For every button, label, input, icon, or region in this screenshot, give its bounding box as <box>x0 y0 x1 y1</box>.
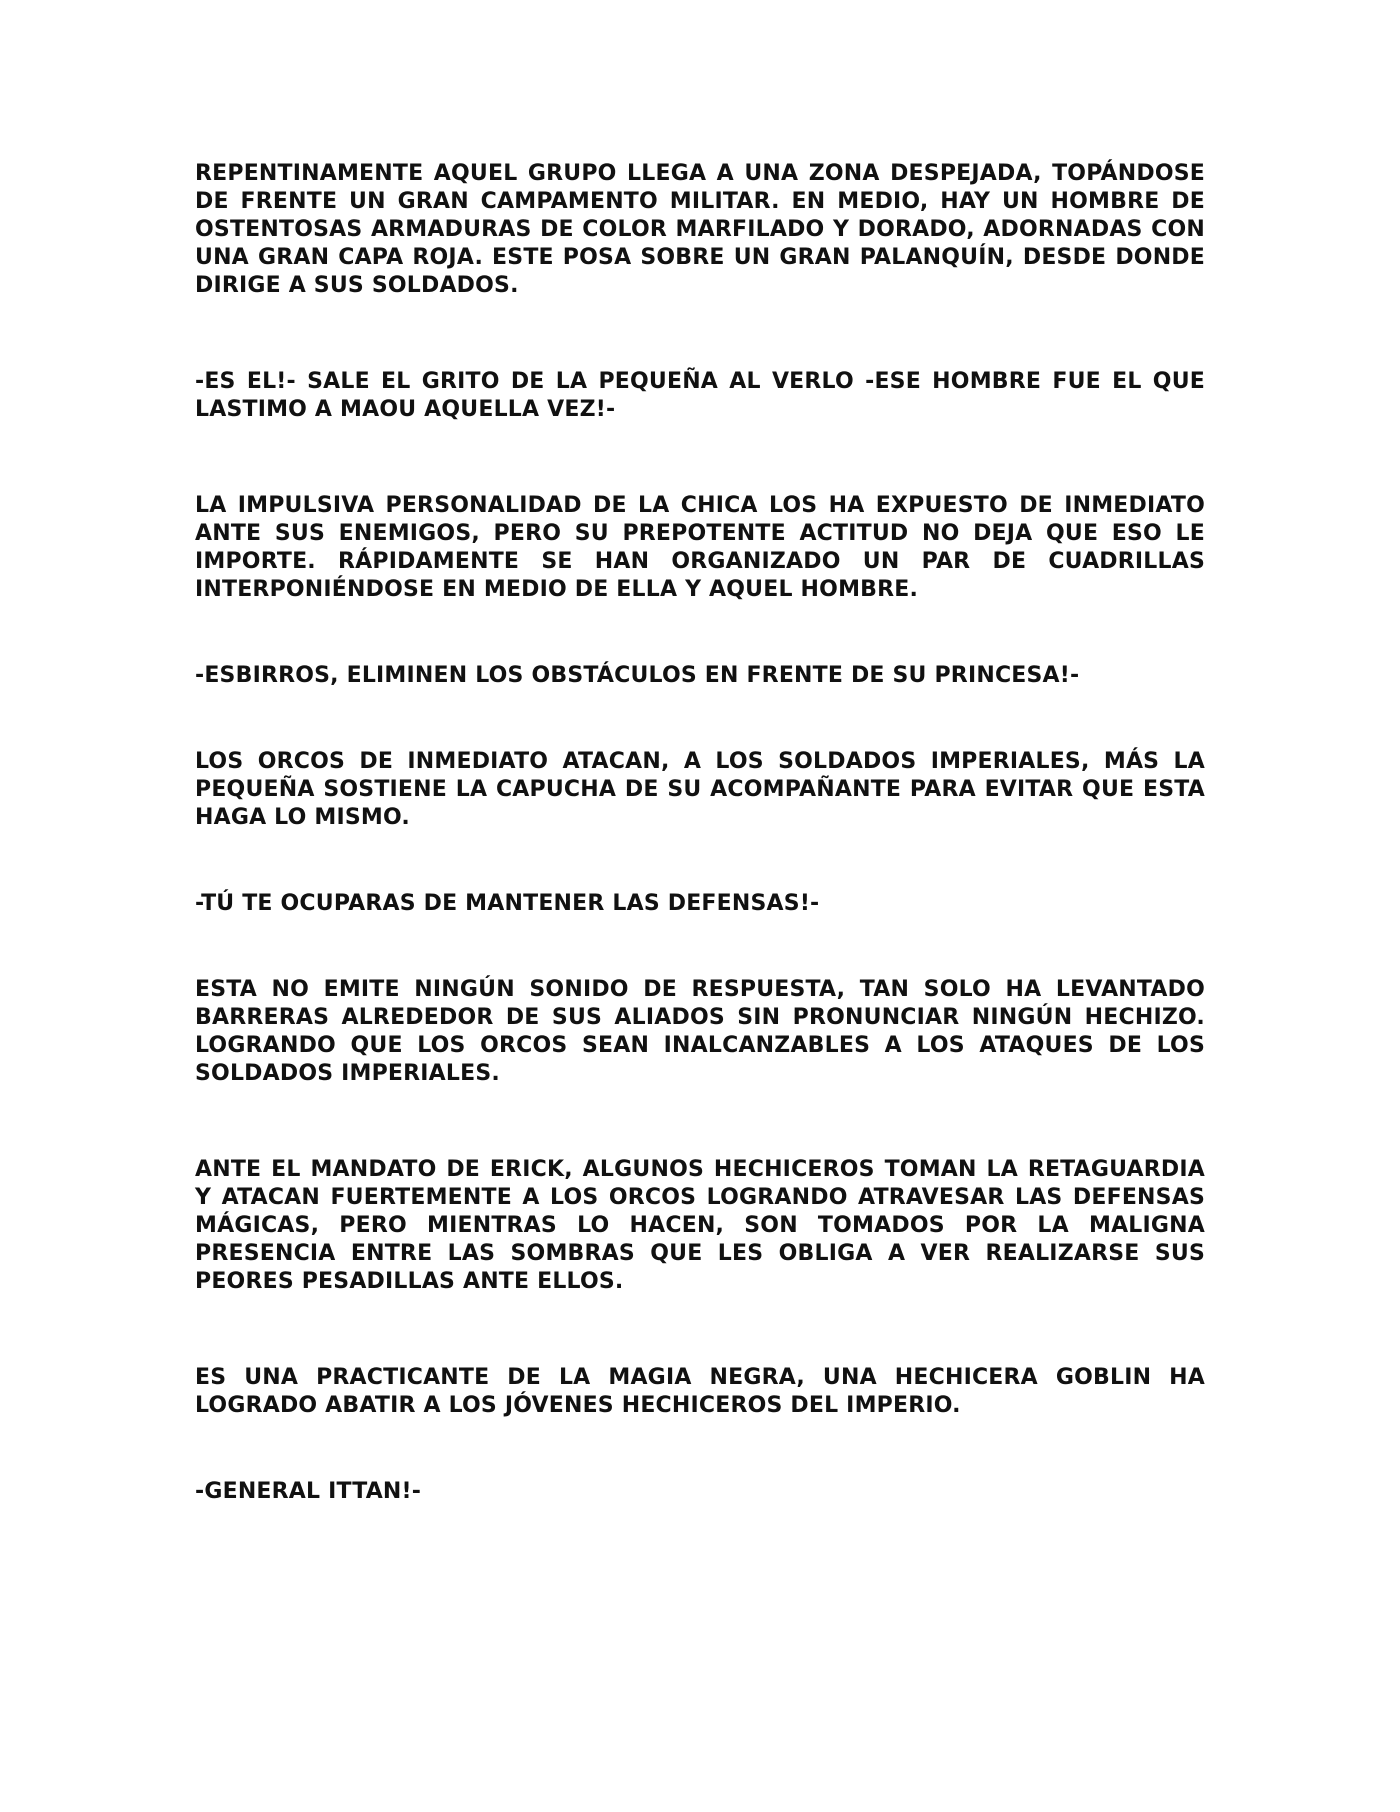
paragraph-barriers: ESTA NO EMITE NINGÚN SONIDO DE RESPUESTA, TAN SOLO HA LEVANTADO BARRERAS ALREDEDOR DE SUS ALIADOS SIN PRONUNCIAR NINGÚN HECHIZO. LOGRANDO QUE LOS ORCOS SEAN INALCANZABLES A LOS ATAQUES DE LOS SOLDADOS IMPERIALES. <box>195 977 1205 1086</box>
dialogue-shout: -ES EL!- SALE EL GRITO DE LA PEQUEÑA AL VERLO -ESE HOMBRE FUE EL QUE LASTIMO A MAOU AQUELLA VEZ!- <box>195 369 1205 422</box>
document-body <box>195 160 1205 1506</box>
dialogue-general: -GENERAL ITTAN!- <box>195 1479 422 1504</box>
paragraph-arrival: REPENTINAMENTE AQUEL GRUPO LLEGA A UNA ZONA DESPEJADA, TOPÁNDOSE DE FRENTE UN GRAN CAMPAMENTO MILITAR. EN MEDIO, HAY UN HOMBRE DE OSTENTOSAS ARMADURAS DE COLOR MARFILADO Y DORADO, ADORNADAS CON UNA GRAN CAPA ROJA. ESTE POSA SOBRE UN GRAN PALANQUÍN, DESDE DONDE DIRIGE A SUS SOLDADOS. <box>195 161 1205 298</box>
paragraph-sorcerers: ANTE EL MANDATO DE ERICK, ALGUNOS HECHICEROS TOMAN LA RETAGUARDIA Y ATACAN FUERTEMENTE A LOS ORCOS LOGRANDO ATRAVESAR LAS DEFENSAS MÁGICAS, PERO MIENTRAS LO HACEN, SON TOMADOS POR LA MALIGNA PRESENCIA ENTRE LAS SOMBRAS QUE LES OBLIGA A VER REALIZARSE SUS PEORES PESADILLAS ANTE ELLOS. <box>195 1157 1205 1294</box>
dialogue-defenses: -TÚ TE OCUPARAS DE MANTENER LAS DEFENSAS!- <box>195 891 820 916</box>
paragraph-exposure: LA IMPULSIVA PERSONALIDAD DE LA CHICA LOS HA EXPUESTO DE INMEDIATO ANTE SUS ENEMIGOS, PERO SU PREPOTENTE ACTITUD NO DEJA QUE ESO LE IMPORTE. RÁPIDAMENTE SE HAN ORGANIZADO UN PAR DE CUADRILLAS INTERPONIÉNDOSE EN MEDIO DE ELLA Y AQUEL HOMBRE. <box>195 493 1205 602</box>
dialogue-minions: -ESBIRROS, ELIMINEN LOS OBSTÁCULOS EN FRENTE DE SU PRINCESA!- <box>195 663 1080 688</box>
paragraph-goblin-witch: ES UNA PRACTICANTE DE LA MAGIA NEGRA, UNA HECHICERA GOBLIN HA LOGRADO ABATIR A LOS JÓVENES HECHICEROS DEL IMPERIO. <box>195 1365 1205 1418</box>
paragraph-orc-attack: LOS ORCOS DE INMEDIATO ATACAN, A LOS SOLDADOS IMPERIALES, MÁS LA PEQUEÑA SOSTIENE LA CAPUCHA DE SU ACOMPAÑANTE PARA EVITAR QUE ESTA HAGA LO MISMO. <box>195 749 1205 830</box>
